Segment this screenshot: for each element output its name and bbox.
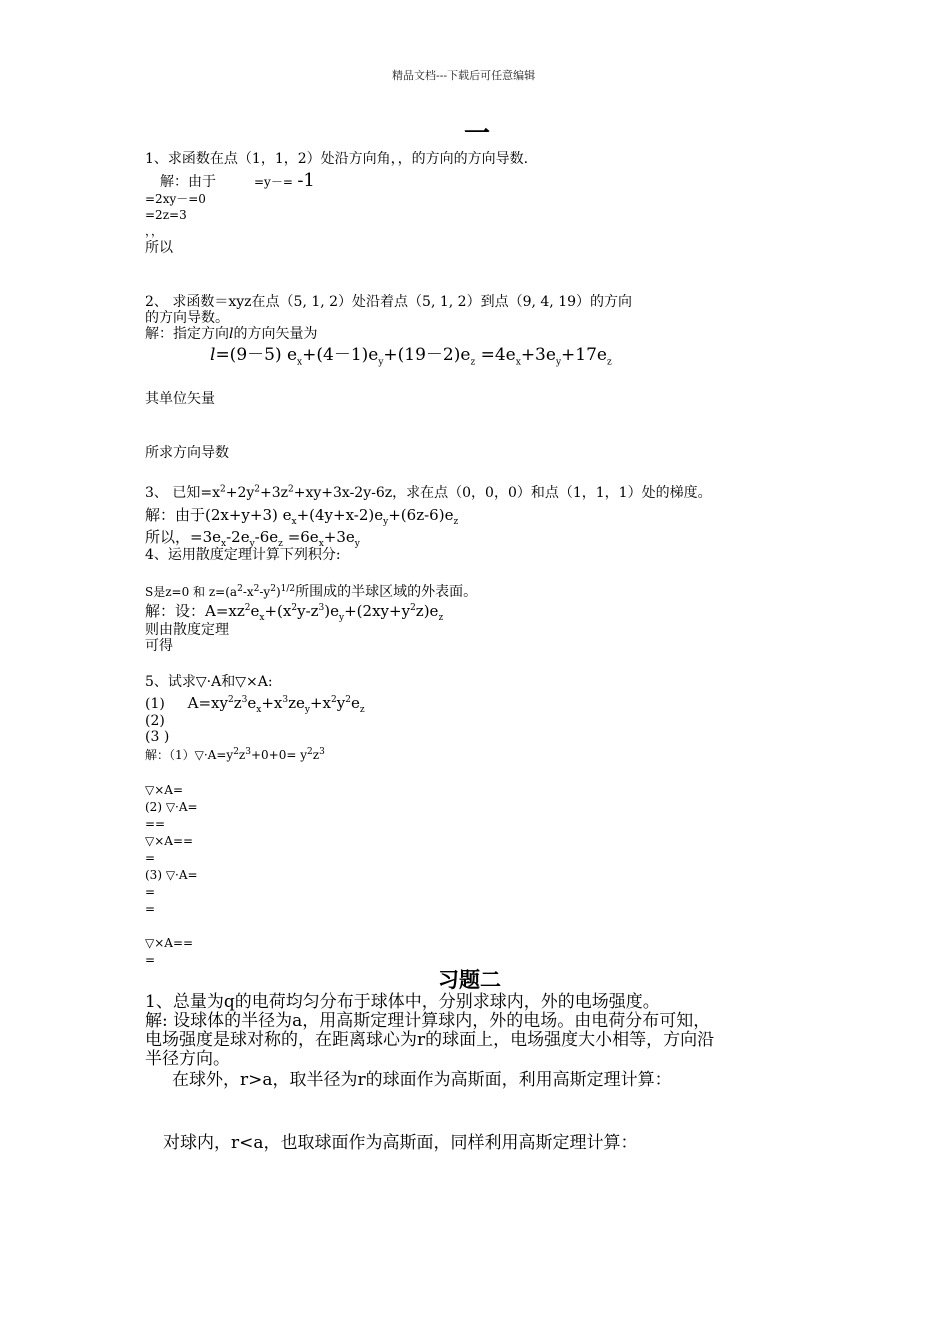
q1-partial-z: =2z=3	[145, 208, 187, 222]
vector-term: +17e	[561, 345, 607, 365]
q3-text: -2e	[226, 528, 250, 546]
q5-label: (1)	[145, 696, 165, 712]
subscript: y	[339, 613, 345, 623]
q2-solution-label: 解：指定方向	[145, 326, 229, 342]
q5-text: ze	[288, 694, 305, 712]
q2-unit-vector: 其单位矢量	[145, 391, 215, 407]
q5-div-3: (3) ▽·A=	[145, 868, 198, 882]
subscript: x	[291, 517, 297, 527]
subscript: y	[383, 517, 389, 527]
q1-prompt: 1、求函数在点（1，1，2）处沿方向角，，的方向的方向导数.	[145, 151, 529, 167]
q4-text: 所围成的半球区域的外表面。	[295, 584, 478, 600]
q5-curl-3: ▽×A==	[145, 936, 194, 950]
q5-item-3: (3 )	[145, 729, 170, 745]
superscript: 2	[270, 584, 276, 594]
q3-text: -6e	[254, 528, 279, 546]
subscript: z	[359, 705, 365, 715]
superscript: 2	[345, 695, 351, 705]
vector-term: +(19－2)e	[383, 345, 471, 365]
q2-direction-vector	[210, 345, 612, 368]
subscript: x	[515, 357, 521, 368]
subscript: x	[221, 539, 227, 549]
subscript: x	[318, 539, 324, 549]
superscript: 3	[318, 603, 325, 613]
subscript: y	[304, 705, 310, 715]
q3-text: 所以，=3e	[145, 528, 221, 546]
subscript: z	[438, 613, 444, 623]
superscript: 3	[319, 747, 325, 757]
p1-inside: 对球内，r<a，也取球面作为高斯面，同样利用高斯定理计算：	[163, 1133, 638, 1153]
superscript: 2	[237, 584, 243, 594]
subscript: z	[453, 517, 459, 527]
q2-prompt-line2: 的方向导数。	[145, 310, 229, 326]
q3-text: +(6z-6)e	[388, 506, 454, 524]
q4-text: +(x	[264, 602, 292, 620]
q4-text: -y	[259, 585, 271, 599]
q4-text: S是z=0 和 z=(a	[145, 585, 238, 599]
vector-term: =(9－5) e	[215, 345, 298, 365]
q4-surface	[145, 584, 477, 600]
superscript: 2	[291, 603, 298, 613]
q5-eq: =	[145, 885, 156, 899]
q5-div-2: (2) ▽·A=	[145, 800, 198, 814]
superscript: 2	[410, 603, 416, 613]
q1-partial-x: =y－=	[254, 175, 293, 189]
q5-text: A=xy	[187, 694, 228, 712]
superscript: 2	[288, 484, 294, 495]
subscript: y	[555, 357, 562, 368]
q5-text: y	[336, 694, 346, 712]
q4-then: 则由散度定理	[145, 622, 229, 638]
q4-prompt: 4、运用散度定理计算下列积分:	[145, 547, 341, 563]
q3-text: 解：由于(2x+y+3) e	[145, 506, 292, 524]
q3-text: +2y	[225, 485, 255, 501]
q4-text: )e	[324, 602, 340, 620]
q5-eq: =	[145, 953, 156, 967]
superscript: 3	[241, 695, 248, 705]
vector-term: +3e	[520, 345, 556, 365]
direction-symbol: l	[229, 326, 234, 342]
q1-therefore: 所以	[145, 240, 173, 256]
q1-partial-y: =2xy－=0	[145, 192, 206, 206]
subscript: y	[378, 357, 384, 368]
superscript: 2	[219, 484, 226, 495]
q4-text: -x	[242, 585, 254, 599]
subscript: z	[470, 357, 476, 368]
vector-term: =4e	[475, 345, 516, 365]
superscript: 2	[227, 695, 234, 705]
p1-solution-line2: 电场强度是球对称的，在距离球心为r的球面上，电场强度大小相等，方向沿	[145, 1030, 715, 1050]
q1-cosines: ，，	[145, 224, 164, 238]
q4-field	[145, 602, 444, 623]
q5-curl-2: ▽×A==	[145, 834, 194, 848]
q5-text: z	[312, 748, 320, 762]
q5-text: +x	[261, 694, 283, 712]
superscript: 2	[254, 484, 260, 495]
q2-solution-text: 的方向矢量为	[233, 326, 318, 342]
q4-get: 可得	[145, 638, 173, 654]
chapter-2-title: 习题二	[438, 967, 501, 992]
q5-text: +0+0= y	[250, 748, 308, 762]
q2-prompt-line1: 2、 求函数＝xyz在点（5, 1, 2）处沿着点（5, 1, 2）到点（9, 4, 19）的方向	[145, 294, 633, 310]
q5-text: 解：（1）▽·A=y	[145, 748, 234, 762]
vector-term: +(4－1)e	[302, 345, 379, 365]
q5-curl-1: ▽×A=	[145, 783, 184, 797]
q5-eq: =	[145, 851, 156, 865]
q5-text: e	[350, 694, 360, 712]
p1-solution-line1: 解: 设球体的半径为a，用高斯定理计算球内，外的电场。由电荷分布可知，	[145, 1011, 711, 1031]
page-header: 精品文档---下载后可任意编辑	[392, 69, 536, 82]
subscript: x	[256, 705, 262, 715]
q4-text: y-z	[297, 602, 319, 620]
p1-prompt: 1、总量为q的电荷均匀分布于球体中，分别求球内，外的电场强度。	[145, 992, 660, 1012]
subscript: y	[354, 539, 360, 549]
q4-text: 解：设：A=xz	[145, 602, 245, 620]
q4-text: )	[275, 585, 281, 599]
q3-text: +(4y+x-2)e	[296, 506, 384, 524]
superscript: 2	[253, 584, 260, 594]
superscript: 2	[330, 695, 337, 705]
superscript: 2	[233, 747, 239, 757]
q5-item-2: (2)	[145, 713, 165, 729]
q3-result	[145, 528, 360, 549]
superscript: 2	[244, 603, 251, 613]
chapter-title: 一	[464, 119, 491, 149]
superscript: 1/2	[280, 584, 296, 594]
q5-prompt: 5、试求▽·A和▽×A:	[145, 674, 273, 690]
direction-symbol: l	[210, 345, 216, 365]
subscript: x	[259, 613, 265, 623]
subscript: x	[297, 357, 303, 368]
q3-gradient	[145, 506, 459, 527]
q5-item-1	[145, 694, 365, 715]
q5-text: +x	[309, 694, 331, 712]
q4-text: z)e	[415, 602, 439, 620]
superscript: 3	[245, 747, 251, 757]
q1-solution-label: 解：由于	[160, 174, 216, 190]
q4-text: +(2xy+y	[344, 602, 411, 620]
q3-text: +xy+3x-2y-6z，求在点（0，0，0）和点（1，1，1）处的梯度。	[293, 485, 712, 501]
subscript: z	[606, 357, 612, 368]
q3-text: +3e	[323, 528, 355, 546]
superscript: 2	[307, 747, 313, 757]
q5-text: e	[247, 694, 257, 712]
q5-solution-1	[145, 747, 325, 763]
p1-solution-line3: 半径方向。	[145, 1049, 230, 1069]
q3-text: 3、 已知=x	[145, 485, 220, 501]
q5-eq: =	[145, 902, 156, 916]
q3-text: =6e	[282, 528, 319, 546]
subscript: z	[278, 539, 283, 549]
q5-text: z	[233, 694, 242, 712]
q5-text: z	[238, 748, 246, 762]
q3-text: +3z	[260, 485, 289, 501]
subscript: y	[249, 539, 255, 549]
q1-value: -1	[297, 170, 315, 191]
q4-text: e	[250, 602, 260, 620]
q1-solution-line	[160, 170, 315, 191]
q3-prompt	[145, 485, 712, 501]
p1-outside: 在球外，r>a，取半径为r的球面作为高斯面，利用高斯定理计算：	[172, 1070, 672, 1090]
q5-eq: ==	[145, 817, 166, 831]
q2-solution	[145, 326, 317, 342]
superscript: 3	[282, 695, 289, 705]
q2-result: 所求方向导数	[145, 445, 229, 461]
